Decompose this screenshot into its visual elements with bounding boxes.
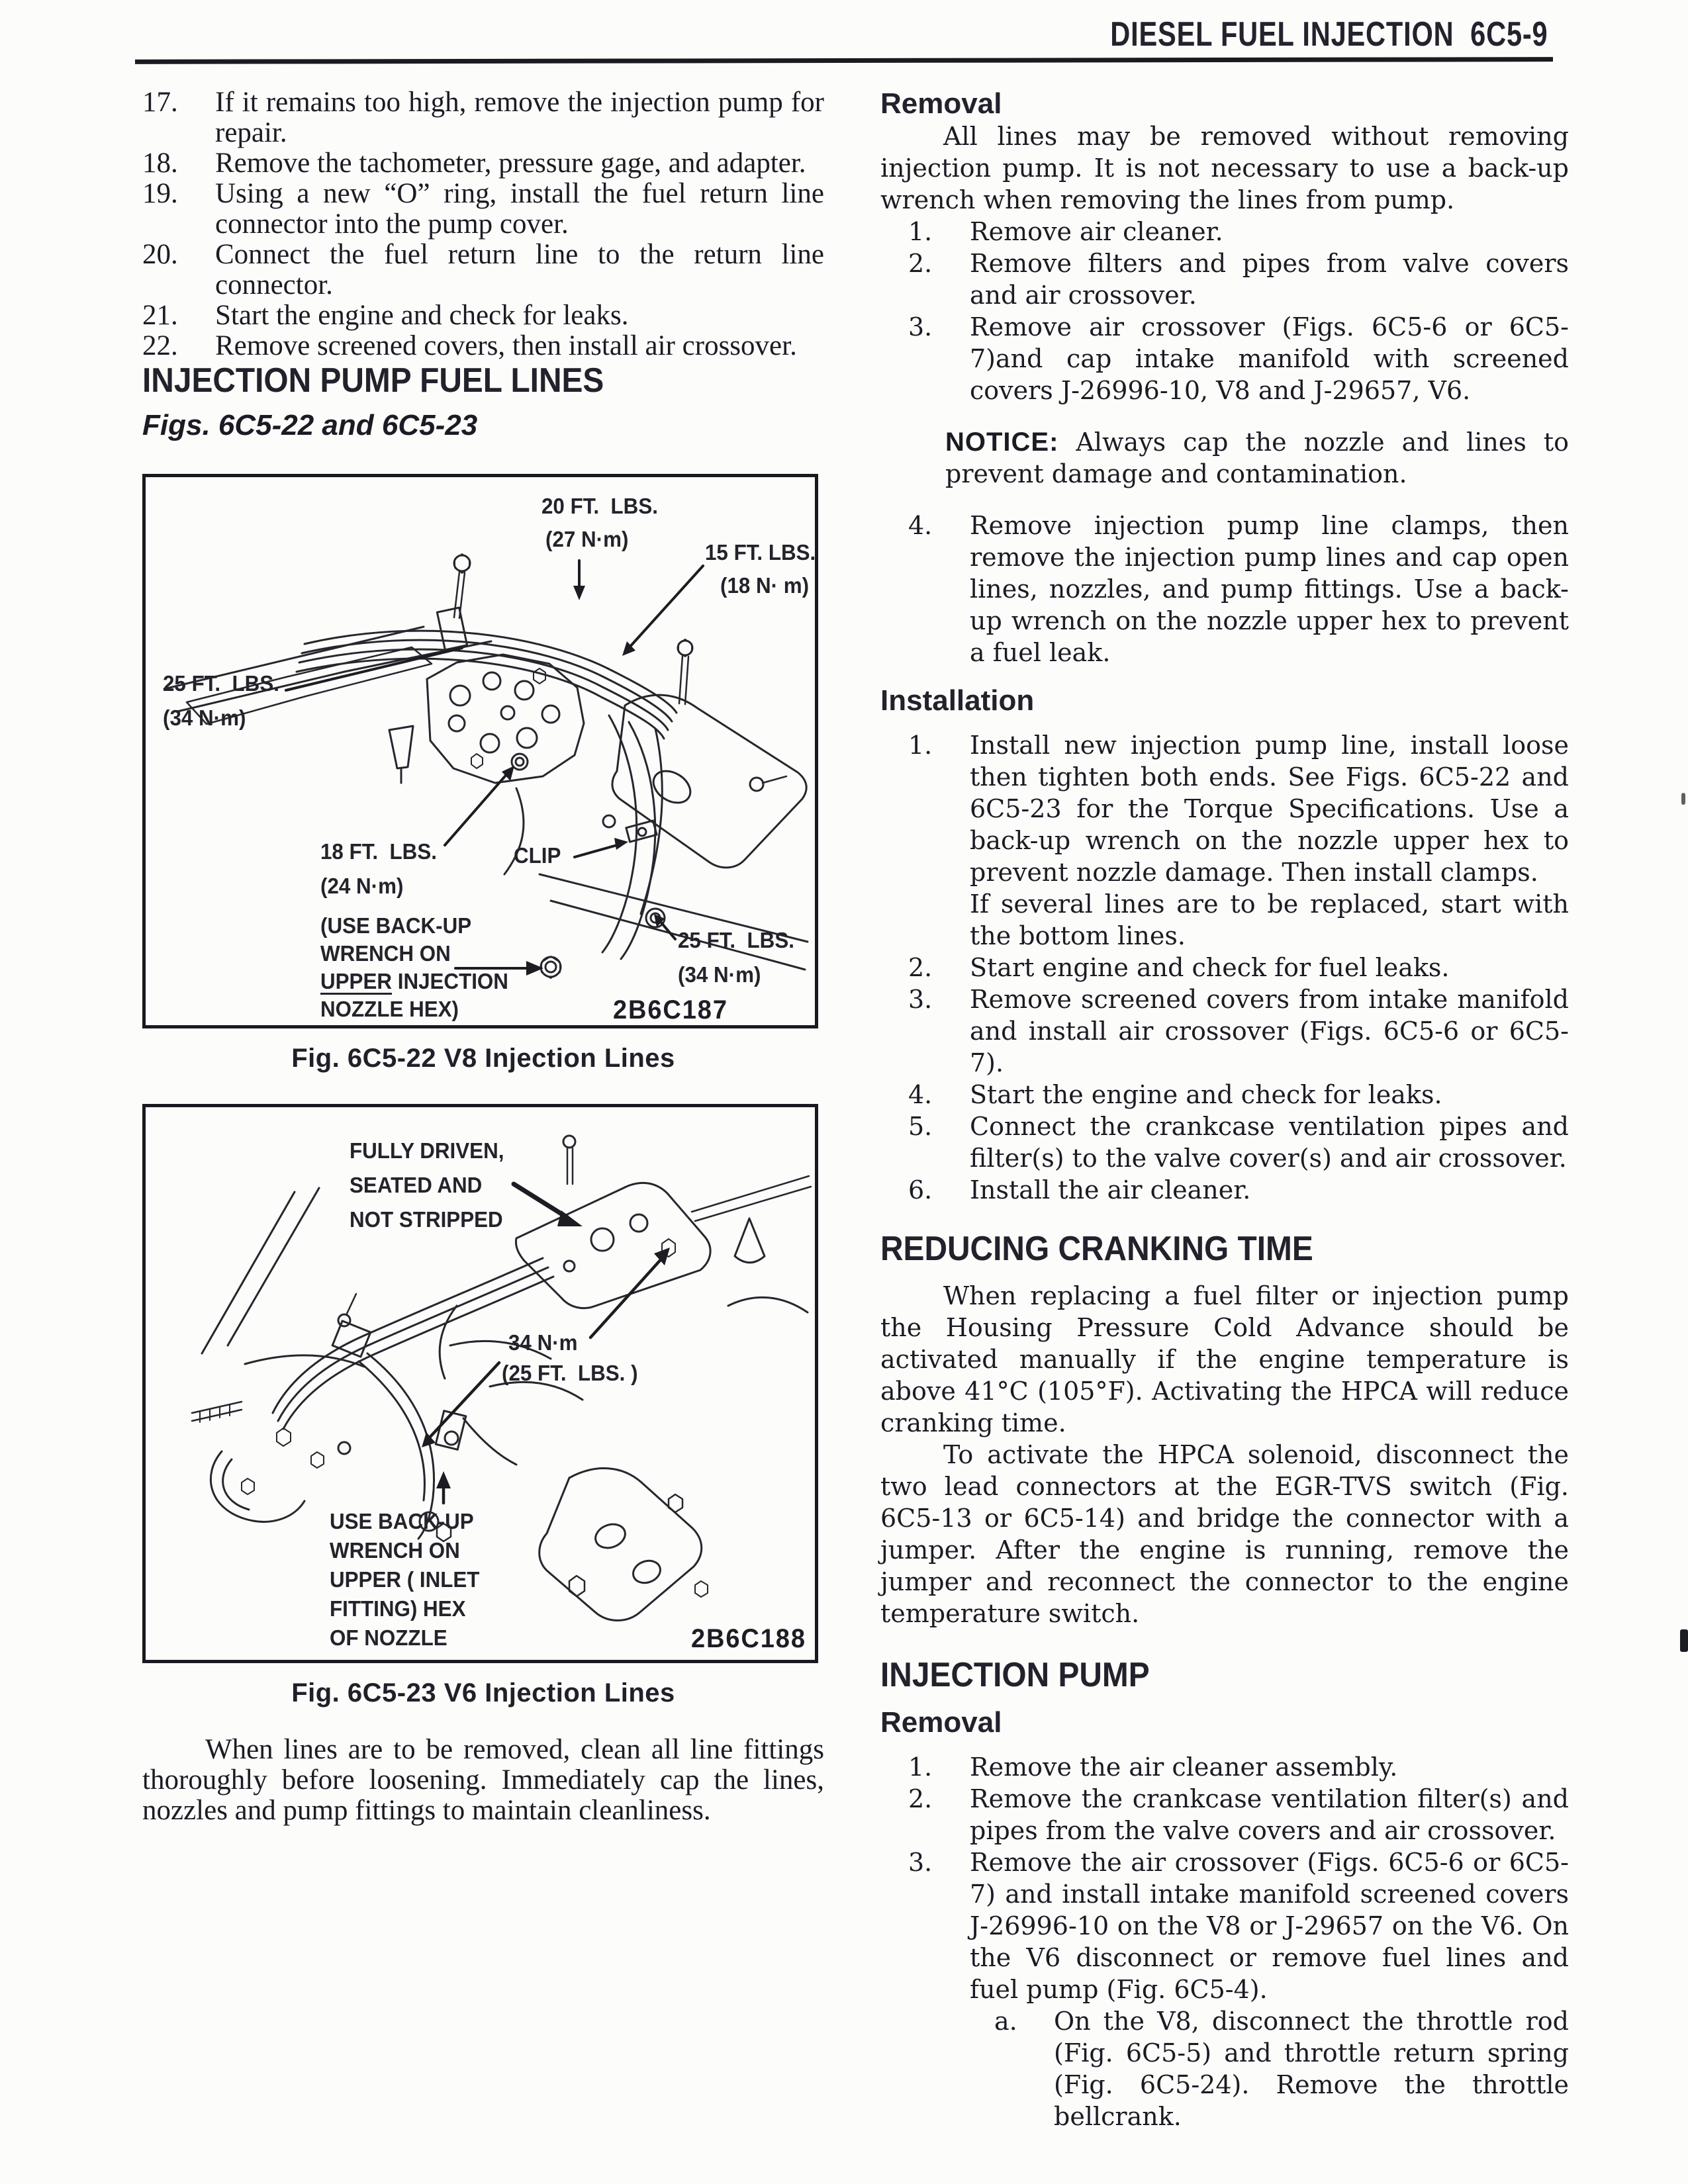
removal-heading: Removal (880, 87, 1002, 120)
backup-note-line3 (320, 970, 508, 993)
backup-note-line2: WRENCH ON (330, 1538, 460, 1563)
torque-label-18ft: 18 FT. LBS. (320, 839, 437, 864)
torque-label-15ft: 15 FT. LBS. (705, 540, 816, 565)
list-item (880, 1111, 1569, 1174)
backup-note-line5: OF NOZZLE (330, 1625, 447, 1650)
item-number: 18. (142, 148, 178, 179)
item-number: 3. (908, 985, 933, 1014)
installation-heading: Installation (880, 684, 1035, 717)
header-rule (135, 57, 1553, 64)
removal-list (880, 216, 1569, 406)
torque-label-27nm: (27 N·m) (545, 527, 629, 551)
page-title: DIESEL FUEL INJECTION 6C5-9 (1109, 15, 1548, 54)
figure-6c5-22 (142, 474, 818, 1028)
item-number: 22. (142, 330, 178, 361)
figure-caption-6c5-23: Fig. 6C5-23 V6 Injection Lines (291, 1678, 675, 1707)
list-item (880, 952, 1569, 983)
item-number: a. (994, 2007, 1017, 2036)
list-item (880, 311, 1569, 406)
backup-note-line1: USE BACK-UP (330, 1509, 474, 1533)
item-number: 2. (908, 1784, 933, 1813)
item-text: Using a new “O” ring, install the fuel return line connector into the pump cover. (215, 178, 824, 240)
item-number: 17. (142, 87, 178, 118)
item-text: Connect the fuel return line to the return line connector. (215, 239, 824, 300)
item-text: Remove the crankcase ventilation filter(s) and pipes from the valve covers and air crossover. (970, 1784, 1569, 1845)
removal-intro: All lines may be removed without removing injection pump. It is not necessary to use a back-up wrench when removing the lines from pump. (880, 122, 1569, 214)
torque-label-20ft: 20 FT. LBS. (541, 494, 658, 518)
torque-label-24nm: (24 N·m) (320, 874, 404, 898)
list-item (880, 1783, 1569, 1846)
pump-removal-heading: Removal (880, 1706, 1002, 1739)
list-item (880, 248, 1569, 311)
list-item (880, 1751, 1569, 1783)
item-text-continuation: If several lines are to be replaced, start with the bottom lines. (970, 889, 1569, 950)
item-number: 5. (908, 1112, 933, 1141)
torque-label-18nm: (18 N· m) (720, 573, 810, 598)
clip-label: CLIP (514, 843, 561, 868)
item-number: 1. (908, 217, 933, 246)
notice-block (945, 426, 1569, 490)
figure-code: 2B6C187 (613, 995, 728, 1024)
installation-list (880, 729, 1569, 1206)
section-heading-injection-pump: INJECTION PUMP (880, 1656, 1150, 1694)
figure-code: 2B6C188 (691, 1624, 806, 1653)
scan-artifact (1680, 1629, 1688, 1652)
item-text: Remove screened covers, then install air crossover. (215, 330, 797, 361)
figure-caption-6c5-22: Fig. 6C5-22 V8 Injection Lines (291, 1044, 675, 1073)
item-text: Remove screened covers from intake manifold and install air crossover (Figs. 6C5-6 or 6C5-7). (970, 985, 1569, 1077)
item-text: Remove air crossover (Figs. 6C5-6 or 6C5-7)and cap intake manifold with screened covers J-26996-10, V8 and J-29657, V6. (970, 312, 1569, 405)
underlined-word: UPPER (320, 969, 393, 993)
backup-note-line4: NOZZLE HEX) (320, 997, 459, 1021)
item-number: 2. (908, 249, 933, 278)
backup-note-line4: FITTING) HEX (330, 1596, 466, 1621)
item-number: 21. (142, 300, 178, 331)
numbered-list-17-22 (142, 87, 824, 361)
scan-artifact (1681, 793, 1685, 805)
item-text: If it remains too high, remove the injection pump for repair. (215, 87, 824, 148)
torque-label-25ft-right: 25 FT. LBS. (678, 928, 794, 952)
torque-label-34nm-right: (34 N·m) (678, 962, 761, 987)
item-number: 4. (908, 511, 933, 540)
backup-note-line3: UPPER ( INLET (330, 1567, 480, 1592)
list-item (880, 729, 1569, 952)
torque-label-34nm: 34 N·m (508, 1330, 578, 1355)
item-number: 3. (908, 1848, 933, 1877)
list-item (142, 240, 824, 300)
backup-note-line1: (USE BACK-UP (320, 913, 472, 938)
item-text: Connect the crankcase ventilation pipes and filter(s) to the valve cover(s) and air crossover. (970, 1112, 1569, 1173)
torque-label-25ft-left: 25 FT. LBS. (163, 671, 279, 696)
item-text: Remove air cleaner. (970, 217, 1223, 246)
closing-paragraph: When lines are to be removed, clean all line fittings thoroughly before loosening. Immediately cap the lines, nozzles and pump fittings to maintain cleanliness. (142, 1734, 824, 1826)
item-number: 3. (908, 312, 933, 341)
item-text (970, 729, 1569, 952)
item-text: Remove the tachometer, pressure gage, and adapter. (215, 148, 806, 179)
list-item (142, 87, 824, 148)
list-item (880, 1174, 1569, 1206)
note-rest: INJECTION (392, 969, 508, 993)
list-item (880, 983, 1569, 1079)
item-text: Remove the air crossover (Figs. 6C5-6 or 6C5-7) and install intake manifold screened covers J-26996-10 on the V8 or J-29657 on the V6. On the V6 disconnect or remove fuel lines and fuel pump (Fig. 6C5-4). (970, 1848, 1569, 2004)
sub-list-item (880, 2005, 1569, 2132)
item-number: 20. (142, 239, 178, 270)
item-number: 1. (908, 1752, 933, 1782)
right-column (880, 87, 1569, 2132)
item-text: Start engine and check for fuel leaks. (970, 953, 1450, 982)
list-item (880, 1846, 1569, 2005)
item-text: Start the engine and check for leaks. (215, 300, 629, 331)
notice-label: NOTICE: (945, 428, 1059, 457)
list-item (142, 148, 824, 179)
cranking-paragraph-2: To activate the HPCA solenoid, disconnect the two lead connectors at the EGR-TVS switch (Fig. 6C5-13 or 6C5-14) and bridge the connector with a jumper. After the engine is running, remove the jumper and reconnect the connector to the engine temperature switch. (880, 1440, 1569, 1628)
fully-driven-line2: SEATED AND (350, 1173, 483, 1197)
list-item (880, 1079, 1569, 1111)
fully-driven-line1: FULLY DRIVEN, (350, 1138, 504, 1163)
item-text: On the V8, disconnect the throttle rod (Fig. 6C5-5) and throttle return spring (Fig. 6C5-24). Remove the throttle bellcrank. (1054, 2007, 1569, 2131)
torque-label-34nm-left: (34 N·m) (163, 705, 246, 730)
item-number: 2. (908, 953, 933, 982)
section-heading-fuel-lines: INJECTION PUMP FUEL LINES (142, 361, 604, 400)
torque-label-25ft: (25 FT. LBS. ) (502, 1361, 638, 1385)
figs-reference: Figs. 6C5-22 and 6C5-23 (142, 409, 478, 441)
fully-driven-line3: NOT STRIPPED (350, 1207, 503, 1232)
item-number: 4. (908, 1080, 933, 1109)
item-text: Remove filters and pipes from valve covers and air crossover. (970, 249, 1569, 310)
backup-note-line2: WRENCH ON (320, 941, 451, 966)
item-text-main: Install new injection pump line, install loose then tighten both ends. See Figs. 6C5-22 and 6C5-23 for the Torque Specifications. Use a back-up wrench on the nozzle upper hex to prevent nozzle damage. Then install clamps. (970, 731, 1569, 887)
arrowheads (502, 586, 665, 976)
list-item (142, 179, 824, 240)
item-number: 19. (142, 178, 178, 209)
figure-6c5-23 (142, 1104, 818, 1663)
left-column (142, 87, 824, 1826)
list-item (880, 510, 1569, 668)
item-text: Remove injection pump line clamps, then remove the injection pump lines and cap open lines, nozzles, and pump fittings. Use a back-up wrench on the nozzle upper hex to prevent a fuel leak. (970, 511, 1569, 667)
item-text: Start the engine and check for leaks. (970, 1080, 1442, 1109)
item-number: 1. (908, 731, 933, 760)
item-text: Install the air cleaner. (970, 1175, 1251, 1205)
list-item (880, 216, 1569, 248)
item-number: 6. (908, 1175, 933, 1205)
section-heading-cranking: REDUCING CRANKING TIME (880, 1230, 1313, 1268)
item-text: Remove the air cleaner assembly. (970, 1752, 1398, 1782)
list-item (142, 331, 824, 361)
list-item (142, 300, 824, 331)
pump-removal-list (880, 1751, 1569, 2132)
notice-text: Always cap the nozzle and lines to prevent damage and contamination. (945, 428, 1569, 488)
cranking-paragraph-1: When replacing a fuel filter or injection pump the Housing Pressure Cold Advance should be activated manually if the engine temperature is above 41°C (105°F). Activating the HPCA will reduce cranking time. (880, 1281, 1569, 1437)
